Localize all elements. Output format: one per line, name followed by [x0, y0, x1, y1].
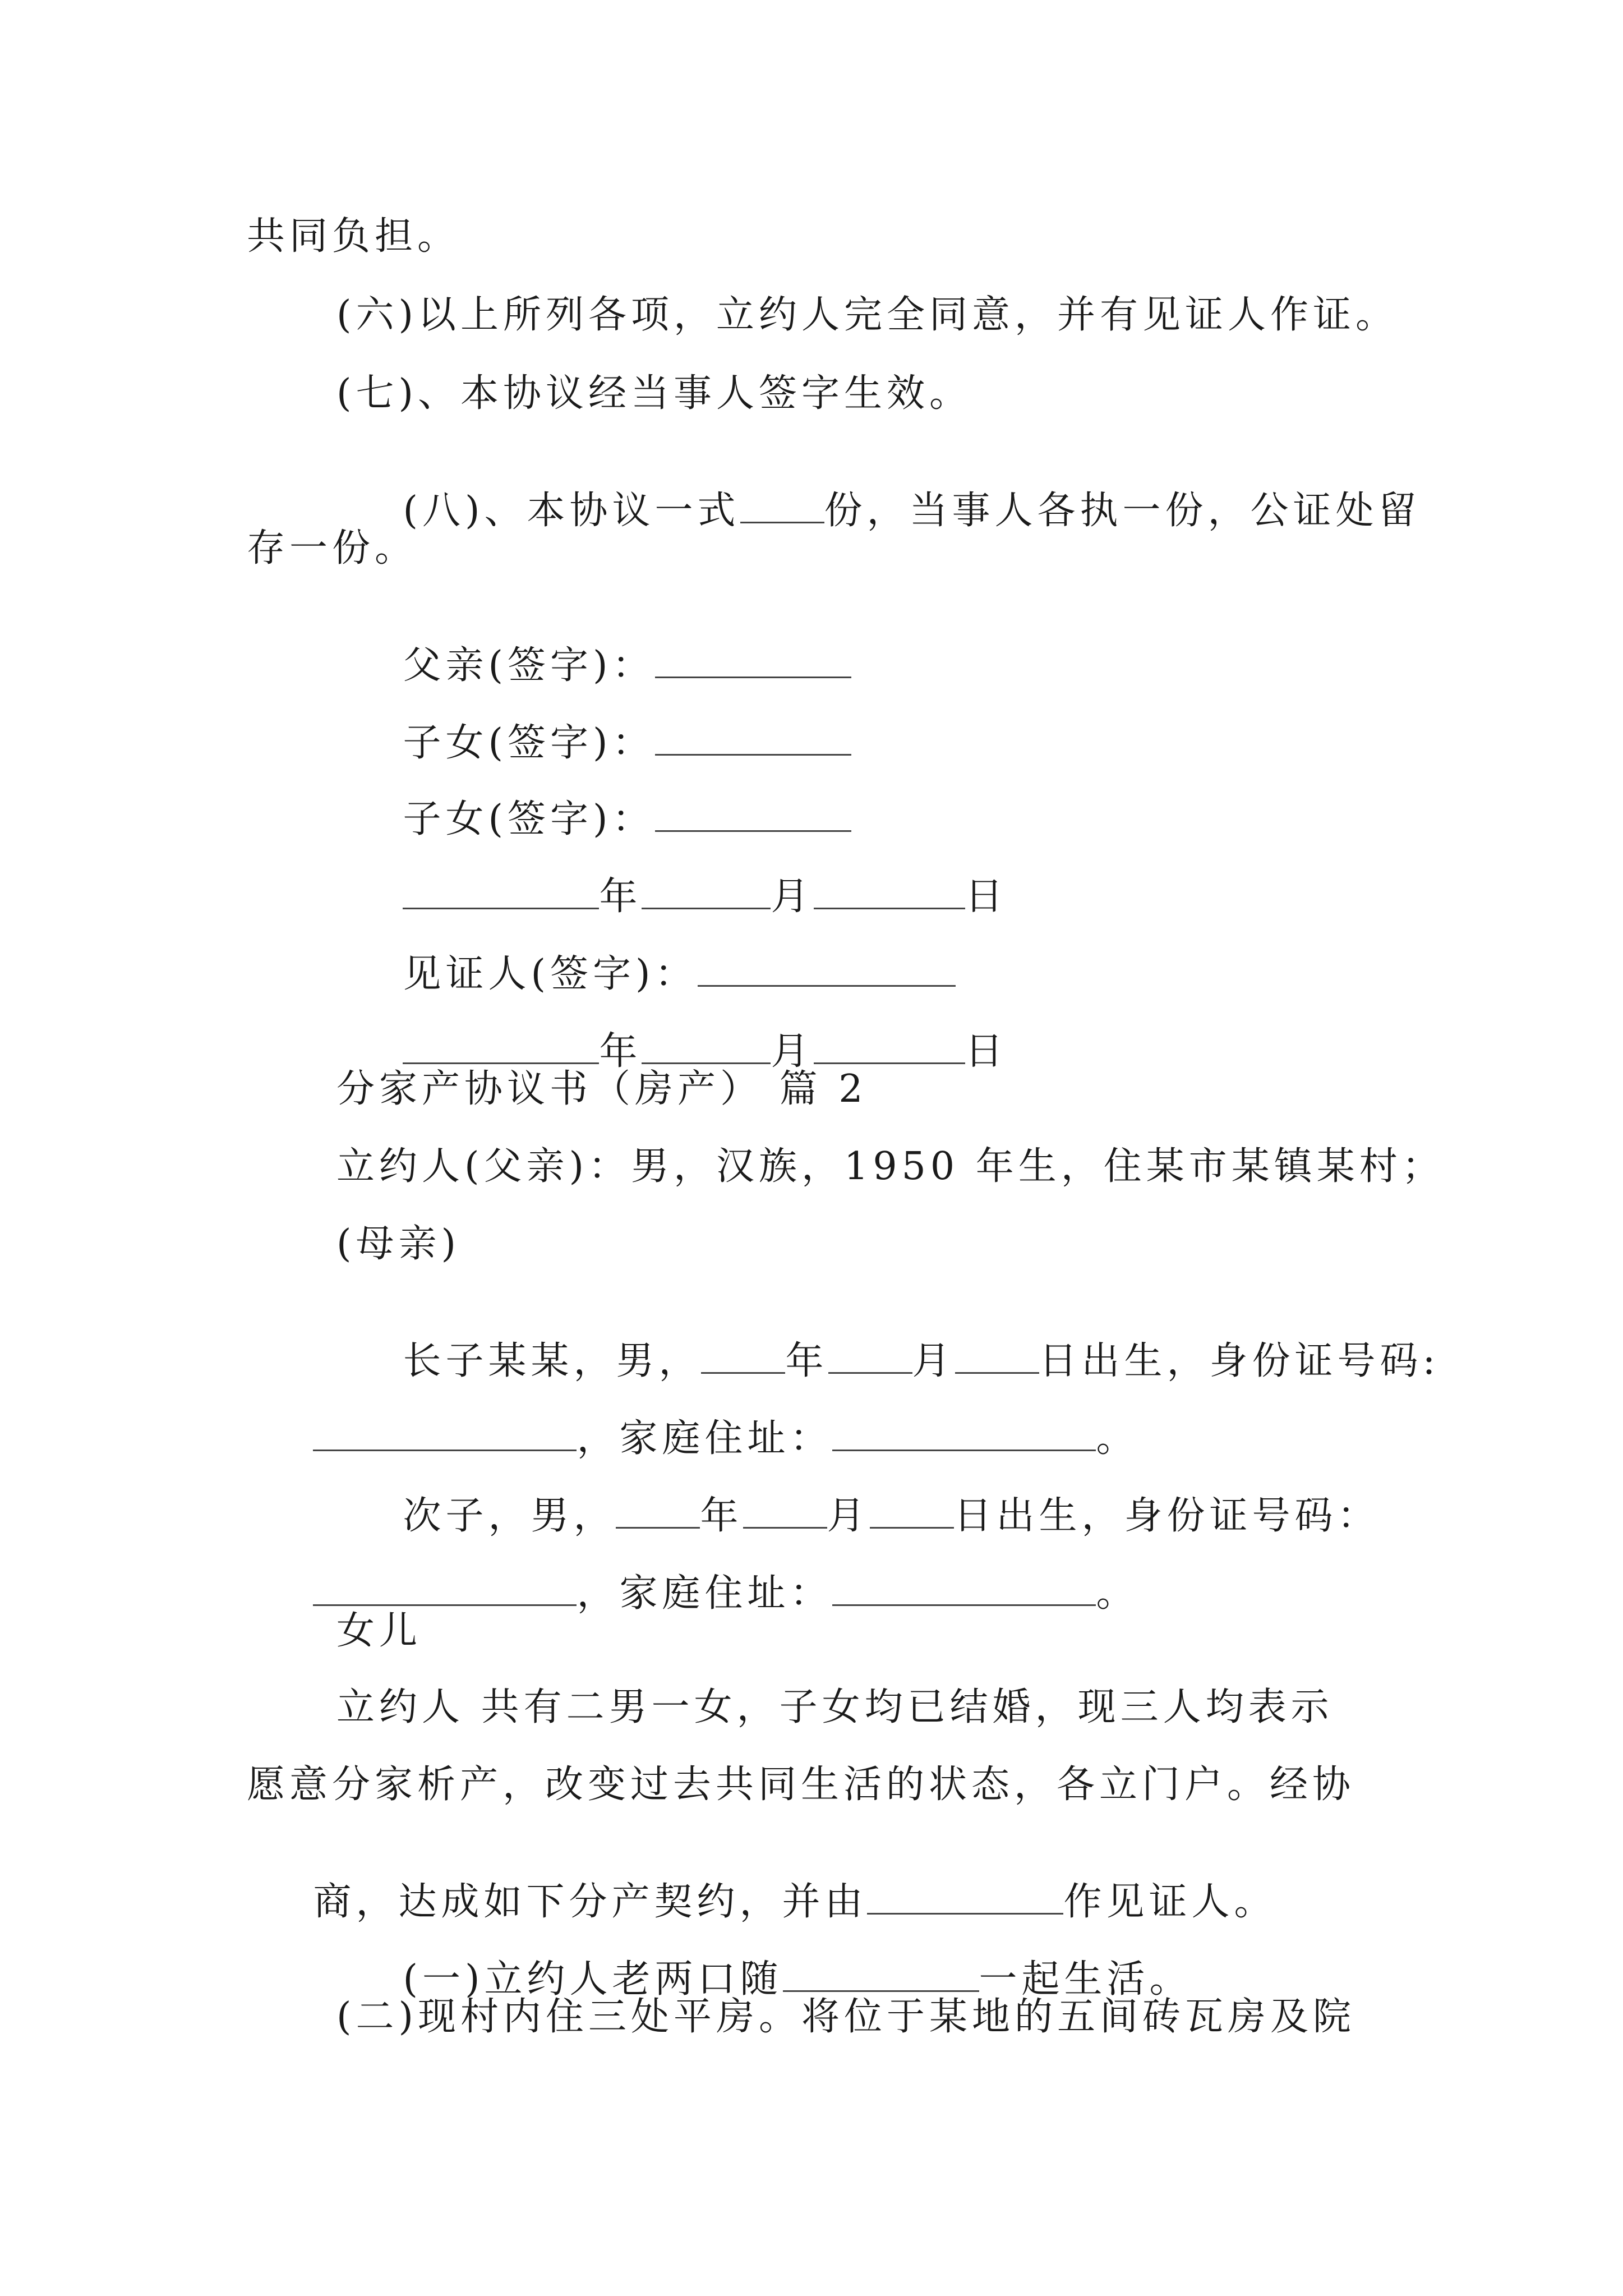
text-segment: ，家庭住址： — [577, 1416, 833, 1461]
day-blank — [955, 1341, 1039, 1374]
text-line: 愿意分家析产，改变过去共同生活的状态，各立门户。经协 — [247, 1763, 1355, 1807]
month-blank — [743, 1496, 827, 1529]
text-segment: 年 — [785, 1339, 828, 1383]
text-segment: 年 — [700, 1494, 743, 1538]
text-segment: 日出生，身份证号码： — [953, 1494, 1380, 1538]
fill-blank — [783, 1959, 979, 1992]
text-segment: 见证人(签字)： — [403, 952, 698, 996]
text-line — [336, 452, 1421, 568]
text-segment: 一起生活。 — [979, 1957, 1192, 2001]
text-segment: 月 — [771, 1029, 814, 1074]
signature-blank — [655, 723, 851, 756]
text-line: 女儿 — [336, 1609, 422, 1653]
text-segment: 日 — [965, 875, 1008, 919]
text-line: 共同负担。 — [247, 214, 460, 259]
month-blank — [828, 1341, 912, 1374]
year-blank — [403, 876, 599, 909]
text-segment: 子女(签字)： — [403, 721, 655, 765]
text-segment: 月 — [827, 1494, 870, 1538]
text-segment: 份，当事人各执一份，公证处留 — [824, 489, 1421, 533]
text-line: 立约人(父亲)：男，汉族，1950 年生，住某市某镇某村； — [336, 1144, 1445, 1189]
signature-blank — [655, 645, 851, 678]
text-segment: 年 — [599, 1029, 642, 1074]
id-number-blank — [313, 1573, 577, 1606]
year-blank — [616, 1496, 700, 1529]
text-segment: 。 — [1096, 1571, 1139, 1616]
text-segment: 月 — [771, 875, 814, 919]
signature-blank — [698, 954, 956, 987]
text-segment: 月 — [912, 1339, 955, 1383]
fill-blank — [740, 490, 824, 523]
id-number-blank — [313, 1418, 577, 1451]
signature-blank — [655, 799, 851, 832]
witness-blank — [867, 1881, 1063, 1915]
day-blank — [814, 876, 965, 909]
text-segment: 年 — [599, 875, 642, 919]
section-heading: 分家产协议书（房产） 篇 2 — [336, 1067, 868, 1111]
text-segment: 长子某某，男， — [403, 1339, 702, 1383]
text-segment: 父亲(签字)： — [403, 643, 655, 688]
text-segment: ，家庭住址： — [577, 1571, 833, 1616]
day-blank — [814, 1031, 965, 1064]
text-segment: (八)、本协议一式 — [403, 489, 740, 533]
text-segment: 次子，男， — [403, 1494, 616, 1538]
day-blank — [870, 1496, 954, 1529]
text-segment: 日 — [965, 1029, 1008, 1074]
month-blank — [642, 1031, 771, 1064]
text-segment: (一)立约人老两口随 — [403, 1957, 783, 2001]
text-line: (二)现村内住三处平房。将位于某地的五间砖瓦房及院 — [336, 1995, 1356, 2039]
text-segment: 子女(签字)： — [403, 797, 655, 841]
month-blank — [642, 876, 771, 909]
text-segment: 商，达成如下分产契约，并由 — [313, 1880, 868, 1924]
text-line: (六)以上所列各项，立约人完全同意，并有见证人作证。 — [336, 293, 1399, 337]
year-blank — [403, 1031, 599, 1064]
address-blank — [832, 1573, 1096, 1606]
year-blank — [701, 1341, 785, 1374]
text-line: 存一份。 — [247, 526, 418, 570]
text-line: (七)、本协议经当事人签字生效。 — [336, 371, 972, 416]
text-segment: 。 — [1096, 1416, 1139, 1461]
text-segment: 日出生，身份证号码: — [1039, 1339, 1440, 1383]
address-blank — [832, 1418, 1096, 1451]
text-line: (母亲) — [336, 1222, 461, 1266]
text-line: 立约人 共有二男一女，子女均已结婚，现三人均表示 — [336, 1685, 1334, 1729]
text-segment: 作见证人。 — [1063, 1880, 1277, 1924]
